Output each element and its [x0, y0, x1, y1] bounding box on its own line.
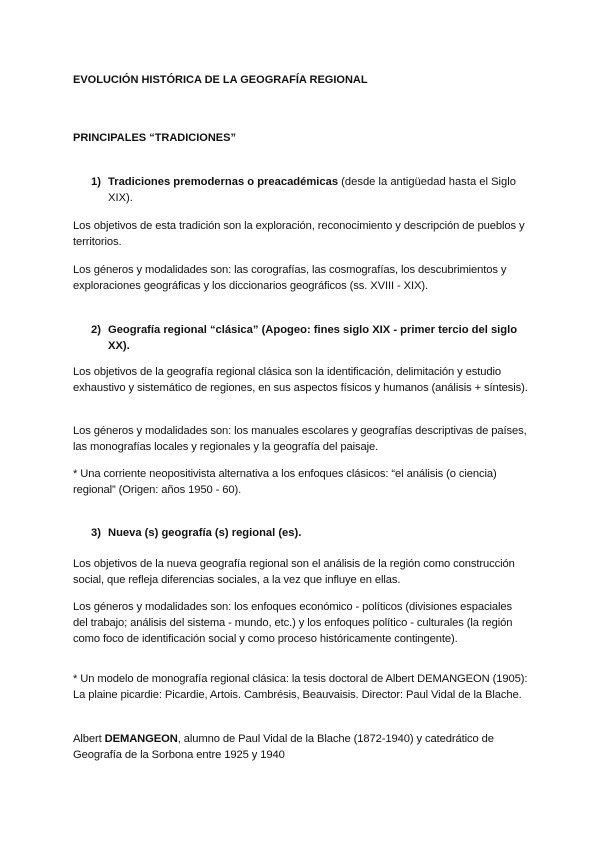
section-3-heading: [91, 525, 531, 541]
demangeon-note-prefix: Albert: [73, 733, 105, 745]
section-1-heading-rest: (desde la antigüedad hasta el Siglo XIX).: [108, 176, 516, 204]
section-3-paragraph-1: Los objetivos de la nueva geografía regional son el análisis de la región como construcción social, que refleja diferencias sociales, a la vez que influye en ellas.: [73, 558, 515, 586]
section-1-paragraph-2: Los géneros y modalidades son: las corografías, las cosmografías, los descubrimientos y exploraciones geográficas y los diccionarios geográficos (ss. XVIII - XIX).: [73, 264, 507, 292]
monograph-note: * Un modelo de monografía regional clásica: la tesis doctoral de Albert DEMANGEON (1905): La plaine picardie: Picardie, Artois. Cambrésis, Beauvaisis. Director: Paul Vidal de la Blache.: [73, 673, 528, 701]
section-2-paragraph-1: Los objetivos de la geografía regional clásica son la identificación, delimitación y estudio exhaustivo y sistemático de regiones, en sus aspectos físicos y humanos (análisis + síntesis).: [73, 366, 528, 394]
section-2-heading-bold: Geografía regional “clásica” (Apogeo: fines siglo XIX - primer tercio del siglo XX).: [108, 324, 518, 352]
section-2-heading: [91, 322, 531, 354]
section-2-paragraph-2: Los géneros y modalidades son: los manuales escolares y geografías descriptivas de países, las monografías locales y regionales y la geografía del paisaje.: [73, 425, 527, 453]
section-1-number: 1): [91, 176, 101, 188]
section-2-note: * Una corriente neopositivista alternativa a los enfoques clásicos: “el análisis (o ciencia) regional” (Origen: años 1950 - 60).: [73, 468, 497, 496]
section-1-heading-bold: Tradiciones premodernas o preacadémicas: [108, 176, 339, 188]
section-3-paragraph-2: Los géneros y modalidades son: los enfoques económico - políticos (divisiones espaciales del trabajo; análisis del sistema - mundo, etc.) y los enfoques político - culturales (la región como foco de identificación social y como proceso históricamente contingente).: [73, 601, 513, 645]
section-1-paragraph-1: Los objetivos de esta tradición son la exploración, reconocimiento y descripción de pueblos y territorios.: [73, 220, 525, 248]
section-3-number: 3): [91, 527, 101, 539]
demangeon-note-rest: , alumno de Paul Vidal de la Blache (1872-1940) y catedrático de Geografía de la Sorbona entre 1925 y 1940: [73, 733, 494, 761]
document-title: EVOLUCIÓN HISTÓRICA DE LA GEOGRAFÍA REGIONAL: [73, 74, 368, 86]
demangeon-note: [73, 731, 529, 763]
section-subtitle: PRINCIPALES “TRADICIONES”: [73, 132, 236, 144]
section-2-number: 2): [91, 324, 101, 336]
demangeon-name: DEMANGEON: [104, 733, 178, 745]
section-3-heading-bold: Nueva (s) geografía (s) regional (es).: [108, 527, 302, 539]
section-1-heading: [91, 174, 531, 206]
